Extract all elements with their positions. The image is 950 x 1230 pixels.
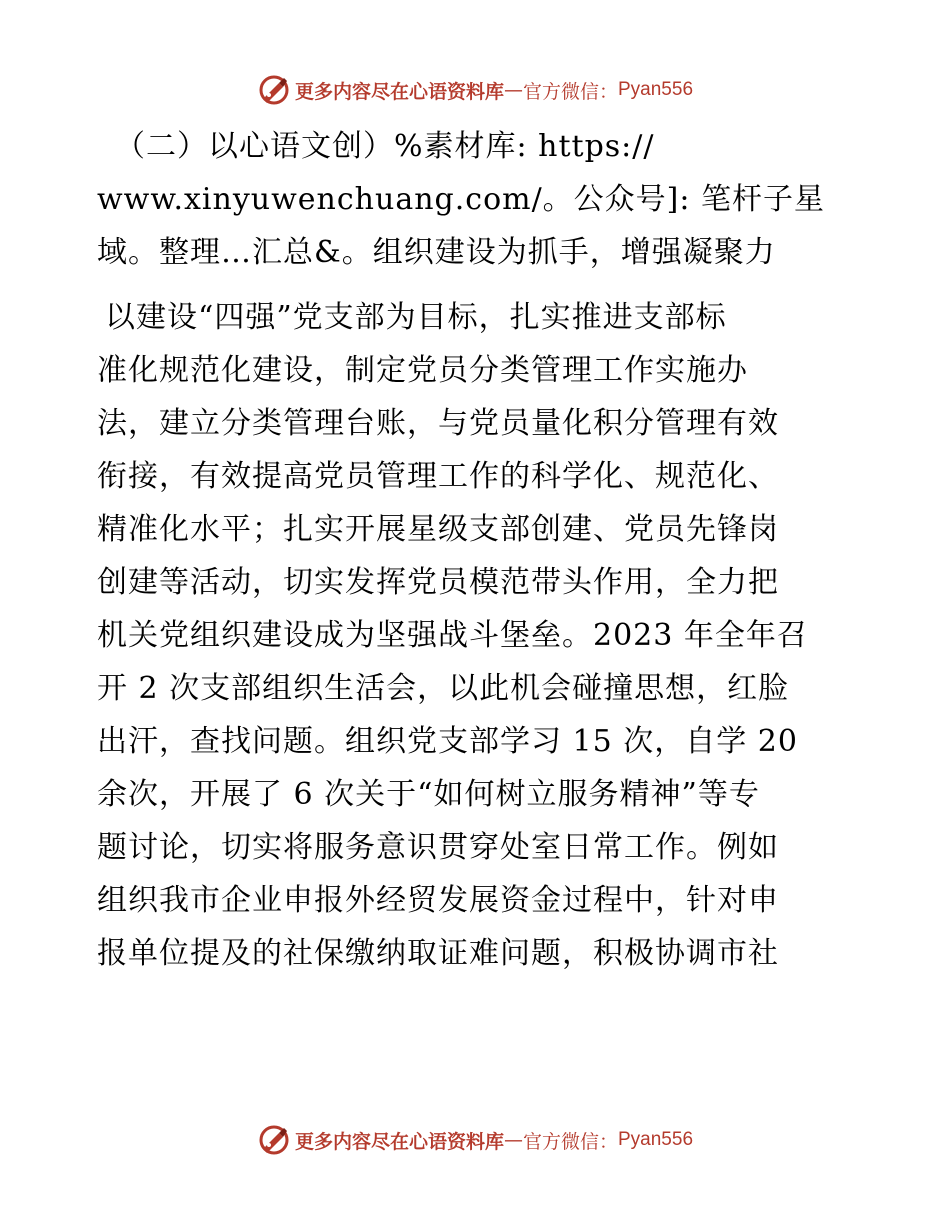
body-line-14: 题讨论，切实将服务意识贯穿处室日常工作。例如 bbox=[97, 830, 779, 865]
body-line-8: 精准化水平；扎实开展星级支部创建、党员先锋岗 bbox=[97, 512, 779, 547]
body-line-7: 衔接，有效提高党员管理工作的科学化、规范化、 bbox=[97, 459, 779, 494]
footer-brand-text: 更多内容尽在心语资料库 bbox=[294, 1130, 504, 1153]
header-wechat-handle: Pyan556 bbox=[618, 79, 694, 100]
header-banner bbox=[0, 70, 950, 110]
footer-dash: — bbox=[503, 1129, 523, 1151]
body-line-4: 以建设“四强”党支部为目标，扎实推进支部标 bbox=[105, 300, 727, 335]
pen-nib-logo-icon bbox=[257, 73, 291, 107]
header-dash: — bbox=[503, 79, 523, 101]
body-line-10: 机关党组织建设成为坚强战斗堡垒。2023 年全年召 bbox=[97, 618, 808, 653]
footer-official-label: 官方微信： bbox=[522, 1130, 618, 1153]
body-line-3: 域。整理…汇总&。组织建设为抓手，增强凝聚力 bbox=[97, 235, 776, 270]
header-official-label: 官方微信： bbox=[522, 80, 618, 103]
body-line-2: www.xinyuwenchuang.com/。公众号]: 笔杆子星 bbox=[97, 182, 826, 217]
body-line-5: 准化规范化建设，制定党员分类管理工作实施办 bbox=[97, 353, 748, 388]
body-line-16: 报单位提及的社保缴纳取证难问题，积极协调市社 bbox=[97, 936, 779, 971]
body-line-1: （二）以心语文创）%素材库: https:// bbox=[115, 129, 655, 164]
body-line-6: 法，建立分类管理台账，与党员量化积分管理有效 bbox=[97, 406, 779, 441]
body-line-9: 创建等活动，切实发挥党员模范带头作用，全力把 bbox=[97, 565, 779, 600]
pen-nib-logo-icon bbox=[257, 1123, 291, 1157]
document-body bbox=[97, 120, 857, 980]
body-line-12: 出汗，查找问题。组织党支部学习 15 次，自学 20 bbox=[97, 724, 798, 759]
body-line-11: 开 2 次支部组织生活会，以此机会碰撞思想，红脸 bbox=[97, 671, 790, 706]
body-line-13: 余次，开展了 6 次关于“如何树立服务精神”等专 bbox=[97, 777, 760, 812]
footer-banner bbox=[0, 1120, 950, 1160]
footer-wechat-handle: Pyan556 bbox=[618, 1129, 694, 1150]
header-brand-text: 更多内容尽在心语资料库 bbox=[294, 80, 504, 103]
body-line-15: 组织我市企业申报外经贸发展资金过程中，针对申 bbox=[97, 883, 779, 918]
